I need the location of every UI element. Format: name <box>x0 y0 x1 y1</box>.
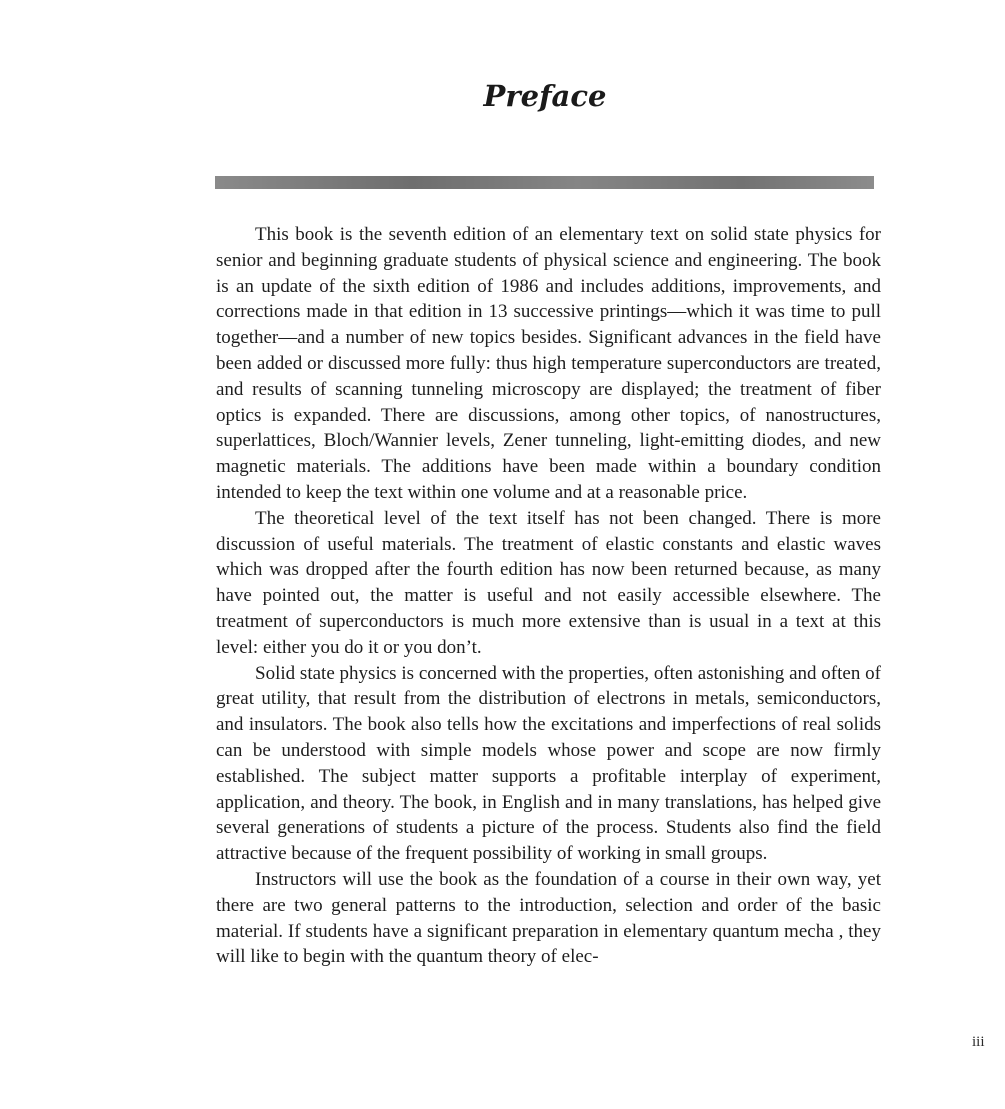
page-title: Preface <box>483 79 607 113</box>
paragraph-4: Instructors will use the book as the foundation of a course in their own way, yet there are two general patterns to the introduction, selection and order of the basic material. If students have a significant preparation in elementary quantum mecha , they will like to begin with the quantum theory of elec- <box>216 868 881 968</box>
paragraph-1: This book is the seventh edition of an elementary text on solid state physics for senior and beginning graduate students of physical science and engineering. The book is an update of the sixth edition of 1986 and includes additions, improvements, and corrections made in that edition in 13 successive printings—which it was time to pull together—and a number of new topics besides. Significant advances in the field have been added or discussed more fully: thus high temperature superconductors are treated, and results of scanning tunneling microscopy are displayed; the treatment of fiber optics is expanded. There are discussions, among other topics, of nanostructures, superlattices, Bloch/Wannier levels, Zener tunneling, light-emitting diodes, and new magnetic materials. The additions have been made within a boundary condition intended to keep the text within one volume and at a reasonable price. <box>216 224 881 503</box>
page-number: iii <box>972 1034 985 1050</box>
paragraph-2: The theoretical level of the text itself has not been changed. There is more discussion of useful materials. The treatment of elastic constants and elastic waves which was dropped after the fourth edition has now been returned because, as many have pointed out, the matter is useful and not easily accessible elsewhere. The treatment of superconductors is much more extensive than is usual in a text at this level: either you do it or you don’t. <box>216 507 881 658</box>
title-divider-rule <box>215 176 874 189</box>
preface-body <box>216 222 881 970</box>
paragraph-3: Solid state physics is concerned with the properties, often astonishing and often of great utility, that result from the distribution of electrons in metals, semiconductors, and insulators. The book also tells how the excitations and imperfections of real solids can be understood with simple models whose power and scope are now firmly established. The subject matter supports a profitable interplay of experiment, application, and theory. The book, in English and in many translations, has helped give several generations of students a picture of the process. Students also find the field attractive because of the frequent possibility of working in small groups. <box>216 662 881 865</box>
